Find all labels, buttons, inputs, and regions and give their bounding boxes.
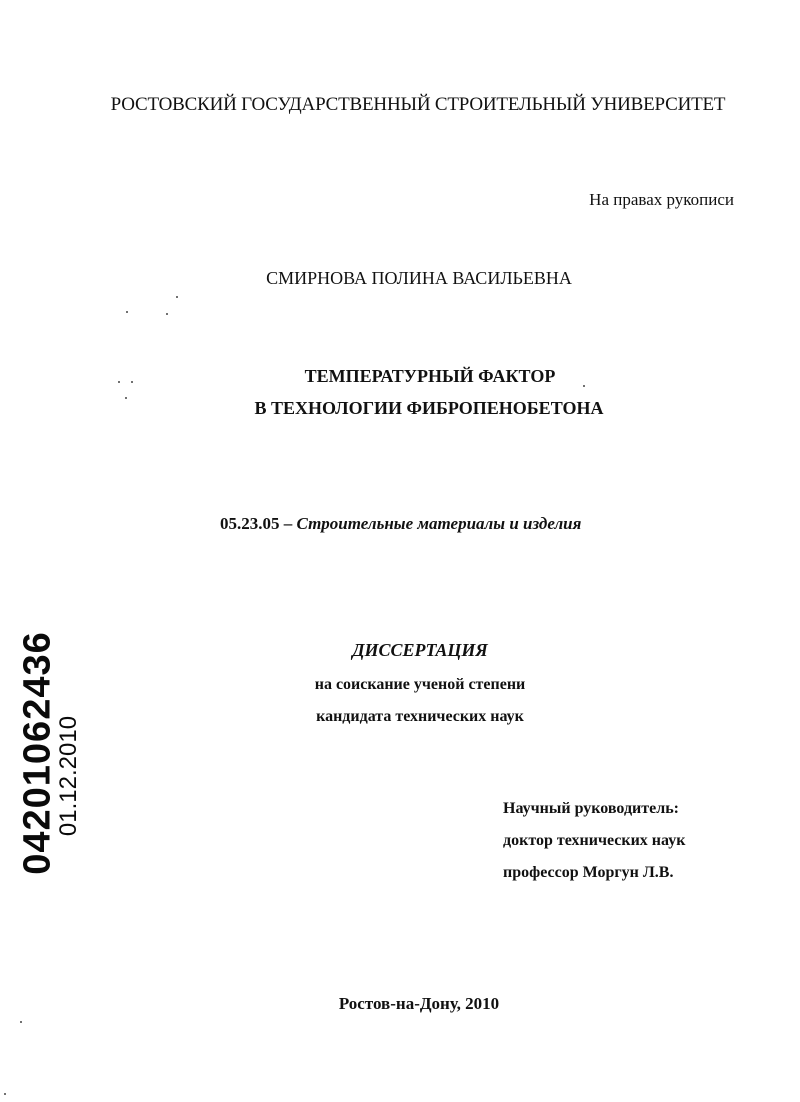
city-year: Ростов-на-Дону, 2010 (338, 994, 500, 1013)
degree-line-1: на соискание ученой степени (314, 676, 526, 693)
library-stamp-number: 04201062436 (16, 631, 59, 875)
specialty (220, 514, 581, 534)
thesis-title-line-1: ТЕМПЕРАТУРНЫЙ ФАКТОР (304, 366, 556, 386)
manuscript-rights-note: На правах рукописи (589, 190, 734, 209)
scan-speck (583, 385, 585, 387)
specialty-code: 05.23.05 – (220, 514, 297, 533)
supervisor-degree: доктор технических наук (503, 832, 686, 849)
specialty-name: Строительные материалы и изделия (296, 514, 582, 533)
scan-speck (131, 381, 133, 383)
scan-speck (125, 397, 127, 399)
supervisor-name: профессор Моргун Л.В. (503, 864, 674, 881)
library-stamp-date: 01.12.2010 (55, 715, 82, 837)
author-name: СМИРНОВА ПОЛИНА ВАСИЛЬЕВНА (266, 268, 572, 288)
scan-speck (20, 1021, 22, 1023)
scan-speck (126, 311, 128, 313)
degree-line-2: кандидата технических наук (316, 708, 524, 725)
document-type: ДИССЕРТАЦИЯ (352, 640, 488, 660)
scan-speck (176, 296, 178, 298)
scan-speck (4, 1093, 6, 1095)
thesis-title-line-2: В ТЕХНОЛОГИИ ФИБРОПЕНОБЕТОНА (254, 398, 604, 418)
supervisor-label: Научный руководитель: (503, 800, 679, 817)
scan-speck (166, 313, 168, 315)
university-name: РОСТОВСКИЙ ГОСУДАРСТВЕННЫЙ СТРОИТЕЛЬНЫЙ УНИВЕРСИТЕТ (110, 94, 726, 115)
scan-speck (118, 381, 120, 383)
